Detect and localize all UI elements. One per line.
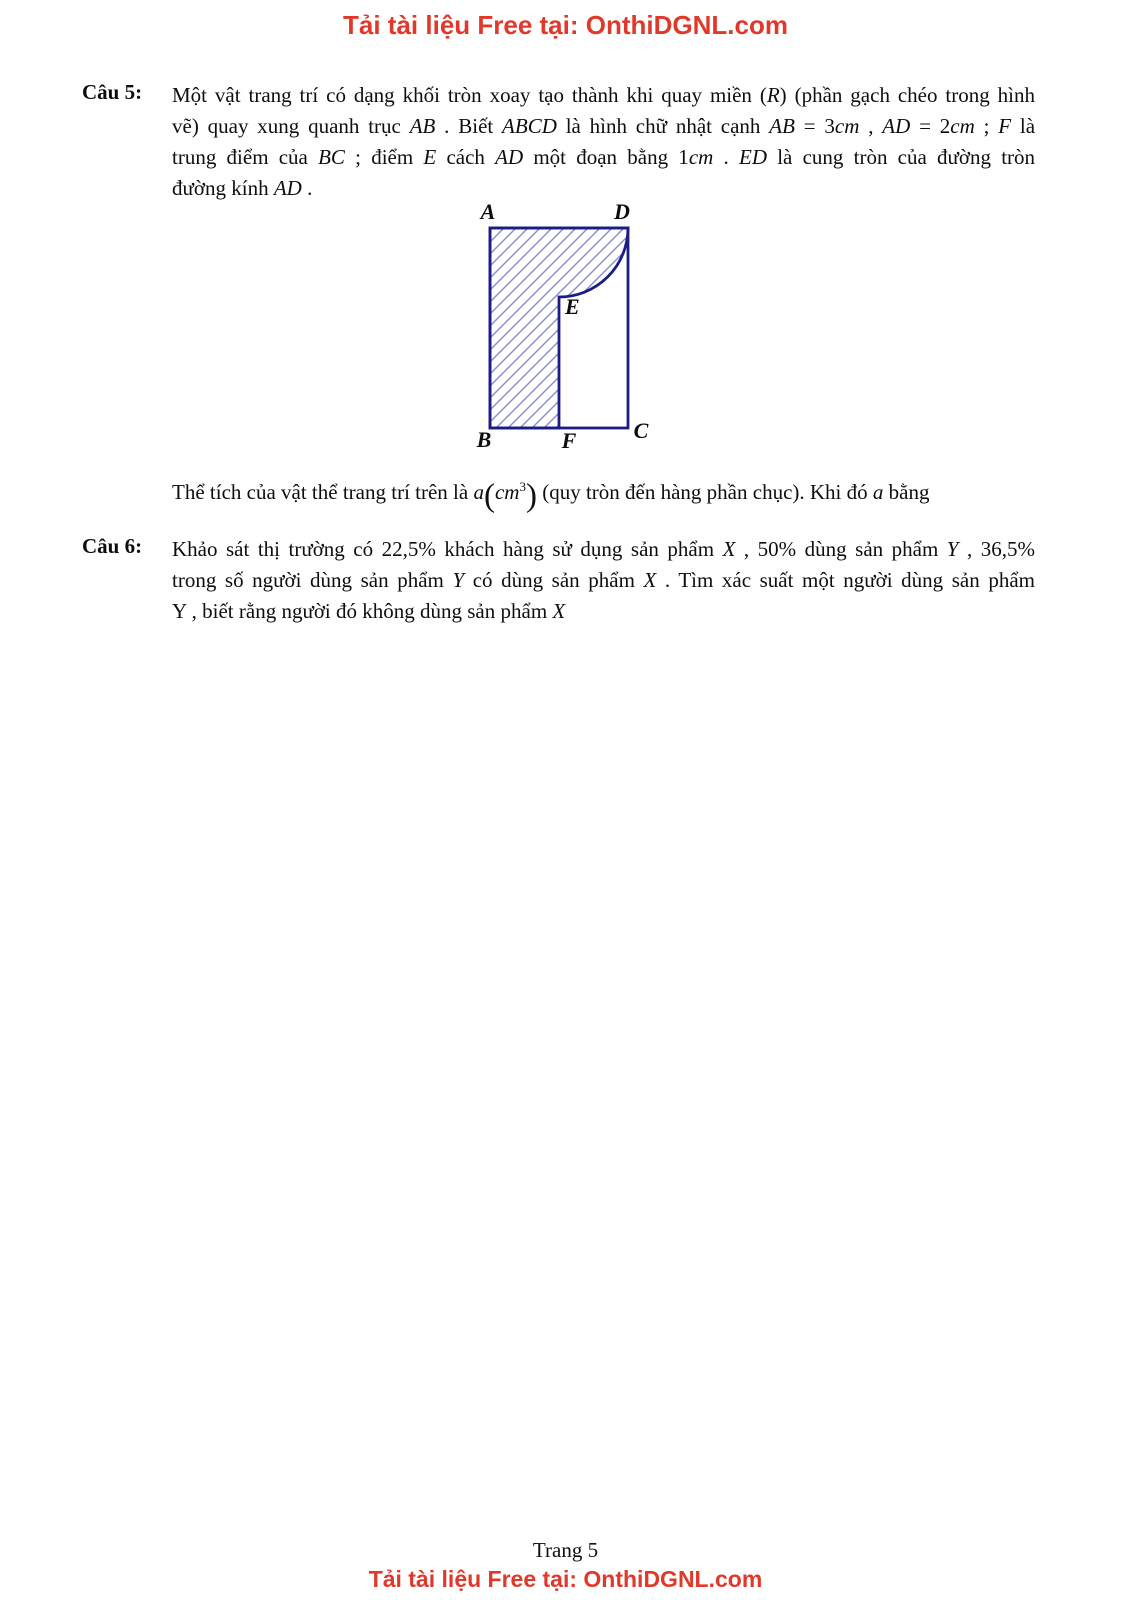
q6-line-1: Khảo sát thị trường có 22,5% khách hàng sử dụng sản phẩm X , 50% dùng sản phẩm Y , 36,5% bbox=[172, 537, 1035, 561]
figure-label-C: C bbox=[633, 418, 649, 443]
q6-body bbox=[172, 534, 1035, 627]
q5-body bbox=[172, 80, 1035, 204]
q6-line-2: trong số người dùng sản phẩm Y có dùng sản phẩm X . Tìm xác suất một người dùng sản phẩm bbox=[172, 568, 1035, 592]
q5-line-1: Một vật trang trí có dạng khối tròn xoay tạo thành khi quay miền (R) (phần gạch chéo trong hình bbox=[172, 83, 1035, 107]
figure-rotation-solid bbox=[450, 196, 680, 458]
figure-label-B: B bbox=[476, 427, 492, 452]
figure-label-D: D bbox=[614, 199, 630, 224]
q5-line-4: đường kính AD . bbox=[172, 176, 313, 200]
footer-banner: Tải tài liệu Free tại: OnthiDGNL.com bbox=[368, 1566, 763, 1592]
hatched-region-R bbox=[490, 228, 628, 428]
q5-line-2: vẽ) quay xung quanh trục AB . Biết ABCD là hình chữ nhật cạnh AB = 3cm , AD = 2cm ; F là bbox=[172, 114, 1036, 138]
header-banner: Tải tài liệu Free tại: OnthiDGNL.com bbox=[343, 10, 788, 40]
figure-label-E: E bbox=[565, 294, 580, 319]
q5-line-3: trung điểm của BC ; điểm E cách AD một đoạn bằng 1cm . ED là cung tròn của đường tròn bbox=[172, 145, 1036, 169]
figure-label-F: F bbox=[561, 428, 577, 453]
q6-label: Câu 6: bbox=[82, 534, 143, 558]
q5-volume-line: Thể tích của vật thể trang trí trên là $a(cm^3)$ (quy tròn đến hàng phần chục). Khi đó a bằng bbox=[172, 478, 930, 514]
footer-page-number: Trang 5 bbox=[532, 1538, 599, 1562]
figure-label-A: A bbox=[480, 199, 496, 224]
q6-line-3: Y , biết rằng người đó không dùng sản phẩm X bbox=[172, 599, 566, 623]
q5-label: Câu 5: bbox=[82, 80, 143, 104]
